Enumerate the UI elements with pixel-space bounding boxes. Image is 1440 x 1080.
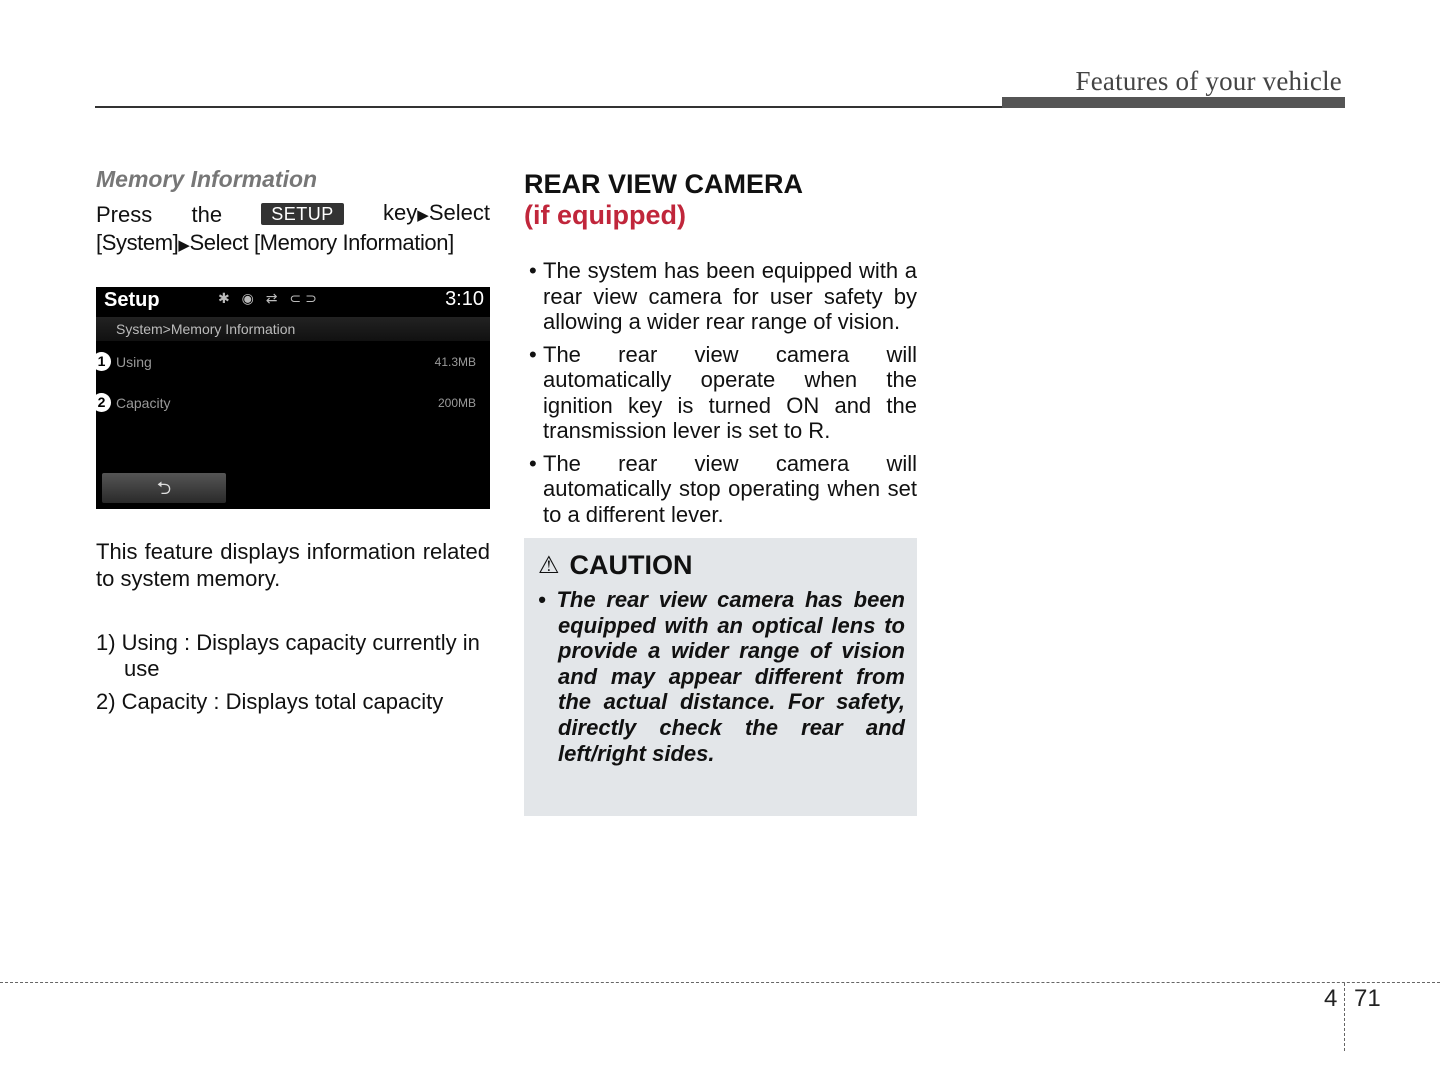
screen-breadcrumb: System>Memory Information	[96, 317, 490, 341]
left-column	[96, 166, 490, 722]
footer-rule	[0, 982, 1440, 983]
chapter-number: 4	[1324, 985, 1338, 1012]
memory-info-heading: Memory Information	[96, 166, 318, 192]
page-number: 71	[1354, 985, 1381, 1012]
instruction-line	[96, 199, 490, 229]
definition-list	[96, 630, 490, 715]
bullet-item: • The rear view camera will automatically stop operating when set to a different lever.	[524, 451, 917, 528]
camera-bullets	[524, 258, 917, 527]
bullet-item: • The system has been equipped with a rear view camera for user safety by allowing a wider rear range of vision.	[524, 258, 917, 335]
capacity-value: 200MB	[437, 396, 476, 410]
list-item: 2) Capacity : Displays total capacity	[96, 689, 444, 714]
page-divider	[1344, 983, 1345, 1051]
caution-text: • The rear view camera has been equipped with an optical lens to provide a wider range of vision and may appear different from the actual distance. For safety, directly check the rear and left/right sides.	[538, 587, 905, 766]
caution-box	[524, 538, 917, 816]
screen-title: Setup	[104, 289, 160, 311]
status-icons: ✱ ◉ ⇄ ⊂⊃	[218, 290, 321, 306]
section-subheading: (if equipped)	[524, 200, 686, 230]
header-rule-accent	[1002, 97, 1345, 108]
middle-column	[524, 168, 917, 816]
capacity-row[interactable]	[96, 391, 490, 415]
using-label: Using	[116, 354, 152, 370]
capacity-label: Capacity	[116, 395, 171, 411]
header-title: Features of your vehicle	[1075, 66, 1342, 96]
feature-description: This feature displays information related to system memory.	[96, 539, 490, 591]
back-arrow-icon: ⮌	[156, 478, 172, 498]
setup-screen	[96, 287, 490, 509]
callout-marker: 2	[92, 393, 111, 412]
caution-title: ⚠ CAUTION	[538, 550, 693, 580]
arrow-right-icon: ▶	[178, 237, 190, 254]
list-item: 1) Using : Displays capacity currently in use	[96, 630, 480, 681]
screen-clock: 3:10	[445, 288, 484, 310]
back-button[interactable]	[102, 473, 226, 503]
bullet-item: • The rear view camera will automatically operate when the ignition key is turned ON and the transmission lever is set to R.	[524, 342, 917, 444]
setup-key: SETUP	[261, 203, 344, 225]
callout-marker: 1	[92, 352, 111, 371]
menu-path: [System]▶Select [Memory Information]	[96, 230, 454, 255]
the-word: the	[191, 201, 223, 227]
arrow-right-icon: ▶	[417, 207, 429, 224]
using-value: 41.3MB	[434, 355, 476, 369]
using-row[interactable]	[96, 350, 490, 374]
warning-icon: ⚠	[538, 552, 560, 579]
press-word: Press	[96, 201, 153, 227]
section-heading: REAR VIEW CAMERA	[524, 169, 804, 199]
key-select-text: key▶Select	[383, 200, 490, 225]
